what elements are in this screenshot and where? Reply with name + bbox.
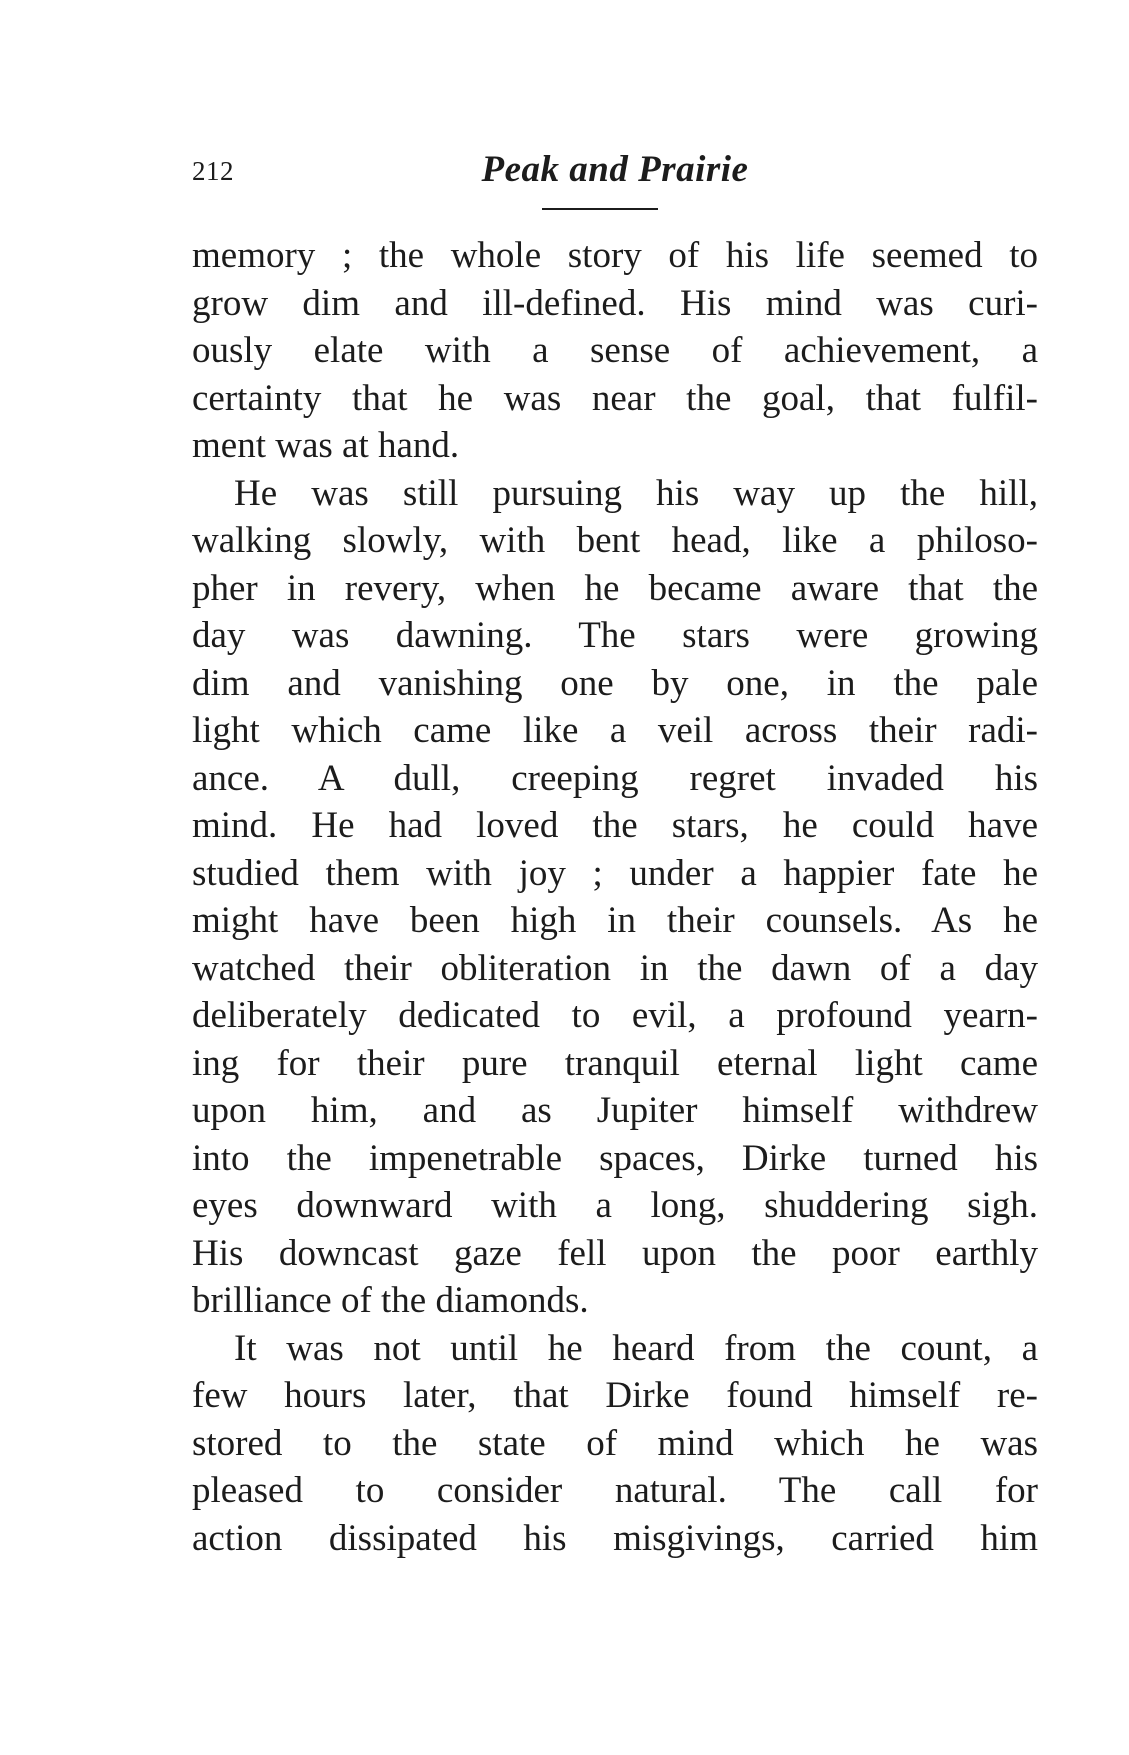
text-line: walking slowly, with bent head, like a philoso- [192,520,1038,561]
page-number: 212 [192,156,234,186]
text-line: eyes downward with a long, shuddering sigh. [192,1185,1038,1226]
text-line: deliberately dedicated to evil, a profound yearn- [192,995,1038,1036]
text-line: might have been high in their counsels. As he [192,900,1038,941]
paragraph [192,470,1038,1325]
text-line: pher in revery, when he became aware that the [192,567,1038,609]
text-line: ment was at hand. [192,425,460,466]
text-line: pleased to consider natural. The call for [192,1470,1038,1511]
text-line: upon him, and as Jupiter himself withdrew [192,1090,1038,1131]
text-line: brilliance of the diamonds. [192,1280,589,1321]
text-line: grow dim and ill-defined. His mind was curi- [192,282,1038,324]
paragraph [192,1325,1038,1563]
header-rule [542,208,658,210]
text-line: day was dawning. The stars were growing [192,615,1038,656]
text-line: stored to the state of mind which he was [192,1422,1038,1464]
text-line: ing for their pure tranquil eternal light came [192,1042,1038,1084]
text-line: ously elate with a sense of achievement, a [192,330,1038,371]
text-line: ance. A dull, creeping regret invaded his [192,757,1038,799]
text-line: It was not until he heard from the count, a [234,1327,1038,1369]
text-line: His downcast gaze fell upon the poor earthly [192,1232,1038,1274]
text-line: few hours later, that Dirke found himself re- [192,1375,1038,1416]
running-title: Peak and Prairie [481,149,749,190]
text-line: certainty that he was near the goal, that fulfil- [192,377,1038,419]
page-header [192,148,1038,198]
text-line: light which came like a veil across their radi- [192,710,1038,751]
text-line: watched their obliteration in the dawn of a day [192,947,1038,989]
text-line: mind. He had loved the stars, he could have [192,805,1038,846]
text-line: action dissipated his misgivings, carried him [192,1517,1038,1559]
paragraph [192,232,1038,470]
text-line: into the impenetrable spaces, Dirke turned his [192,1137,1038,1179]
text-line: dim and vanishing one by one, in the pale [192,662,1038,704]
body-text [192,232,1038,1562]
text-line: He was still pursuing his way up the hill, [234,472,1038,514]
text-line: memory ; the whole story of his life seemed to [192,235,1038,276]
text-line: studied them with joy ; under a happier fate he [192,852,1038,894]
